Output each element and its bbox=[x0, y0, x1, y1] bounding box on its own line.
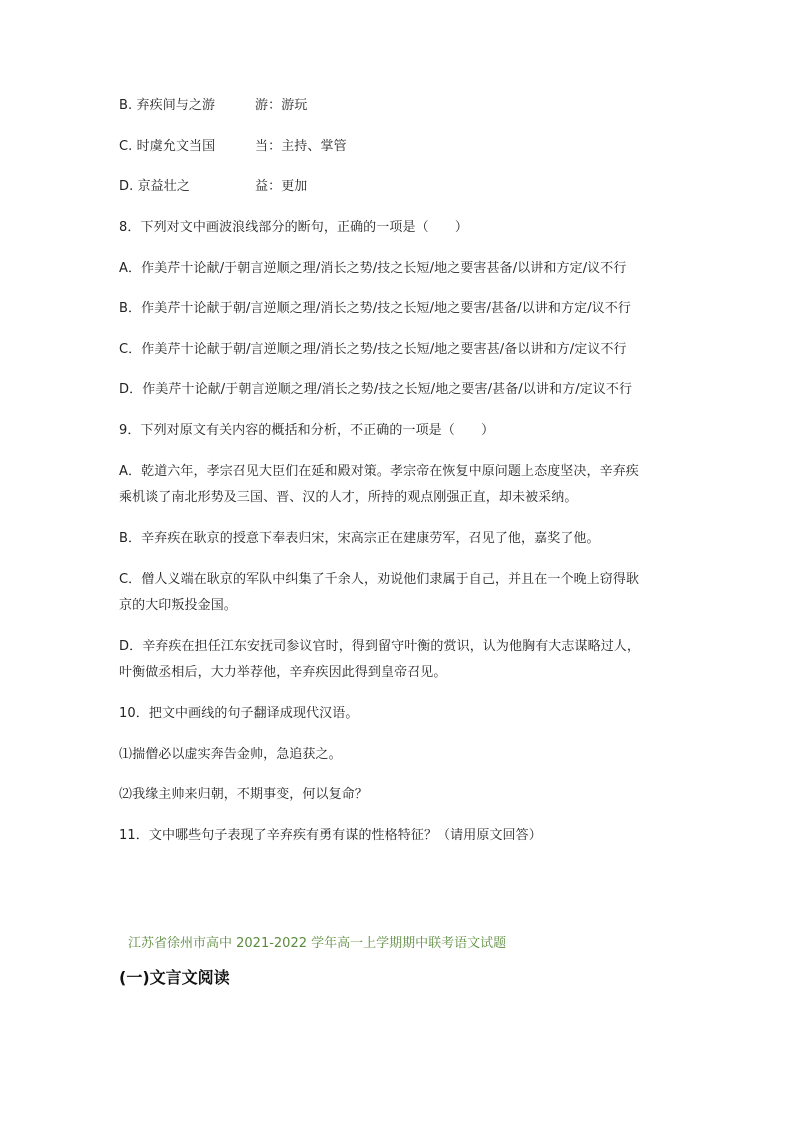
q9-option-d-line2: 叶衡做丞相后，大力举荐他，辛弃疾因此得到皇帝召见。 bbox=[119, 665, 447, 680]
q7-option-c-gloss: 当：主持、掌管 bbox=[255, 139, 347, 154]
section-title: (一)文言文阅读 bbox=[119, 968, 230, 987]
q8-option-b: B．作美芹十论献于朝/言逆顺之理/消长之势/技之长短/地之要害/甚备/以讲和方定/议不行 bbox=[119, 301, 631, 316]
q9-option-d-line1: D．辛弃疾在担任江东安抚司参议官时，得到留守叶衡的赏识，认为他胸有大志谋略过人， bbox=[119, 639, 641, 654]
q9-option-a-line1: A．乾道六年，孝宗召见大臣们在延和殿对策。孝宗帝在恢复中原问题上态度坚决，辛弃疾 bbox=[119, 464, 639, 479]
q9-option-c-line2: 京的大印叛投金国。 bbox=[119, 598, 237, 613]
q10-item-1: ⑴揣僧必以虚实奔告金帅，急追获之。 bbox=[119, 747, 342, 762]
q8-stem: 8．下列对文中画波浪线部分的断句，正确的一项是（ ） bbox=[119, 220, 468, 235]
q9-option-b: B．辛弃疾在耿京的授意下奉表归宋，宋高宗正在建康劳军，召见了他，嘉奖了他。 bbox=[119, 531, 600, 546]
q7-option-d bbox=[119, 176, 307, 198]
q9-option-c-line1: C．僧人义端在耿京的军队中纠集了千余人，劝说他们隶属于自己，并且在一个晚上窃得耿 bbox=[119, 572, 640, 587]
q8-option-c: C．作美芹十论献于朝/言逆顺之理/消长之势/技之长短/地之要害甚/备以讲和方/定议不行 bbox=[119, 342, 627, 357]
q8-option-a: A．作美芹十论献/于朝言逆顺之理/消长之势/技之长短/地之要害甚备/以讲和方定/议不行 bbox=[119, 261, 627, 276]
q8-option-d: D．作美芹十论献/于朝言逆顺之理/消长之势/技之长短/地之要害/甚备/以讲和方/定议不行 bbox=[119, 382, 633, 397]
exam-source: 江苏省徐州市高中 2021-2022 学年高一上学期期中联考语文试题 bbox=[128, 936, 507, 951]
q7-option-d-term: D. 京益壮之 bbox=[119, 179, 190, 194]
q7-option-c bbox=[119, 136, 347, 158]
q11-stem: 11．文中哪些句子表现了辛弃疾有勇有谋的性格特征？（请用原文回答） bbox=[119, 828, 542, 843]
q7-option-b bbox=[119, 95, 307, 117]
q7-option-b-gloss: 游：游玩 bbox=[255, 98, 308, 113]
q7-option-b-term: B. 弃疾间与之游 bbox=[119, 98, 216, 113]
q7-option-c-term: C. 时虞允文当国 bbox=[119, 139, 216, 154]
q7-option-d-gloss: 益：更加 bbox=[255, 179, 308, 194]
q10-item-2: ⑵我缘主帅来归朝，不期事变，何以复命？ bbox=[119, 787, 368, 802]
q9-option-a-line2: 乘机谈了南北形势及三国、晋、汉的人才，所持的观点刚强正直，却未被采纳。 bbox=[119, 490, 578, 505]
q10-stem: 10．把文中画线的句子翻译成现代汉语。 bbox=[119, 706, 359, 721]
q9-stem: 9．下列对原文有关内容的概括和分析，不正确的一项是（ ） bbox=[119, 423, 495, 438]
